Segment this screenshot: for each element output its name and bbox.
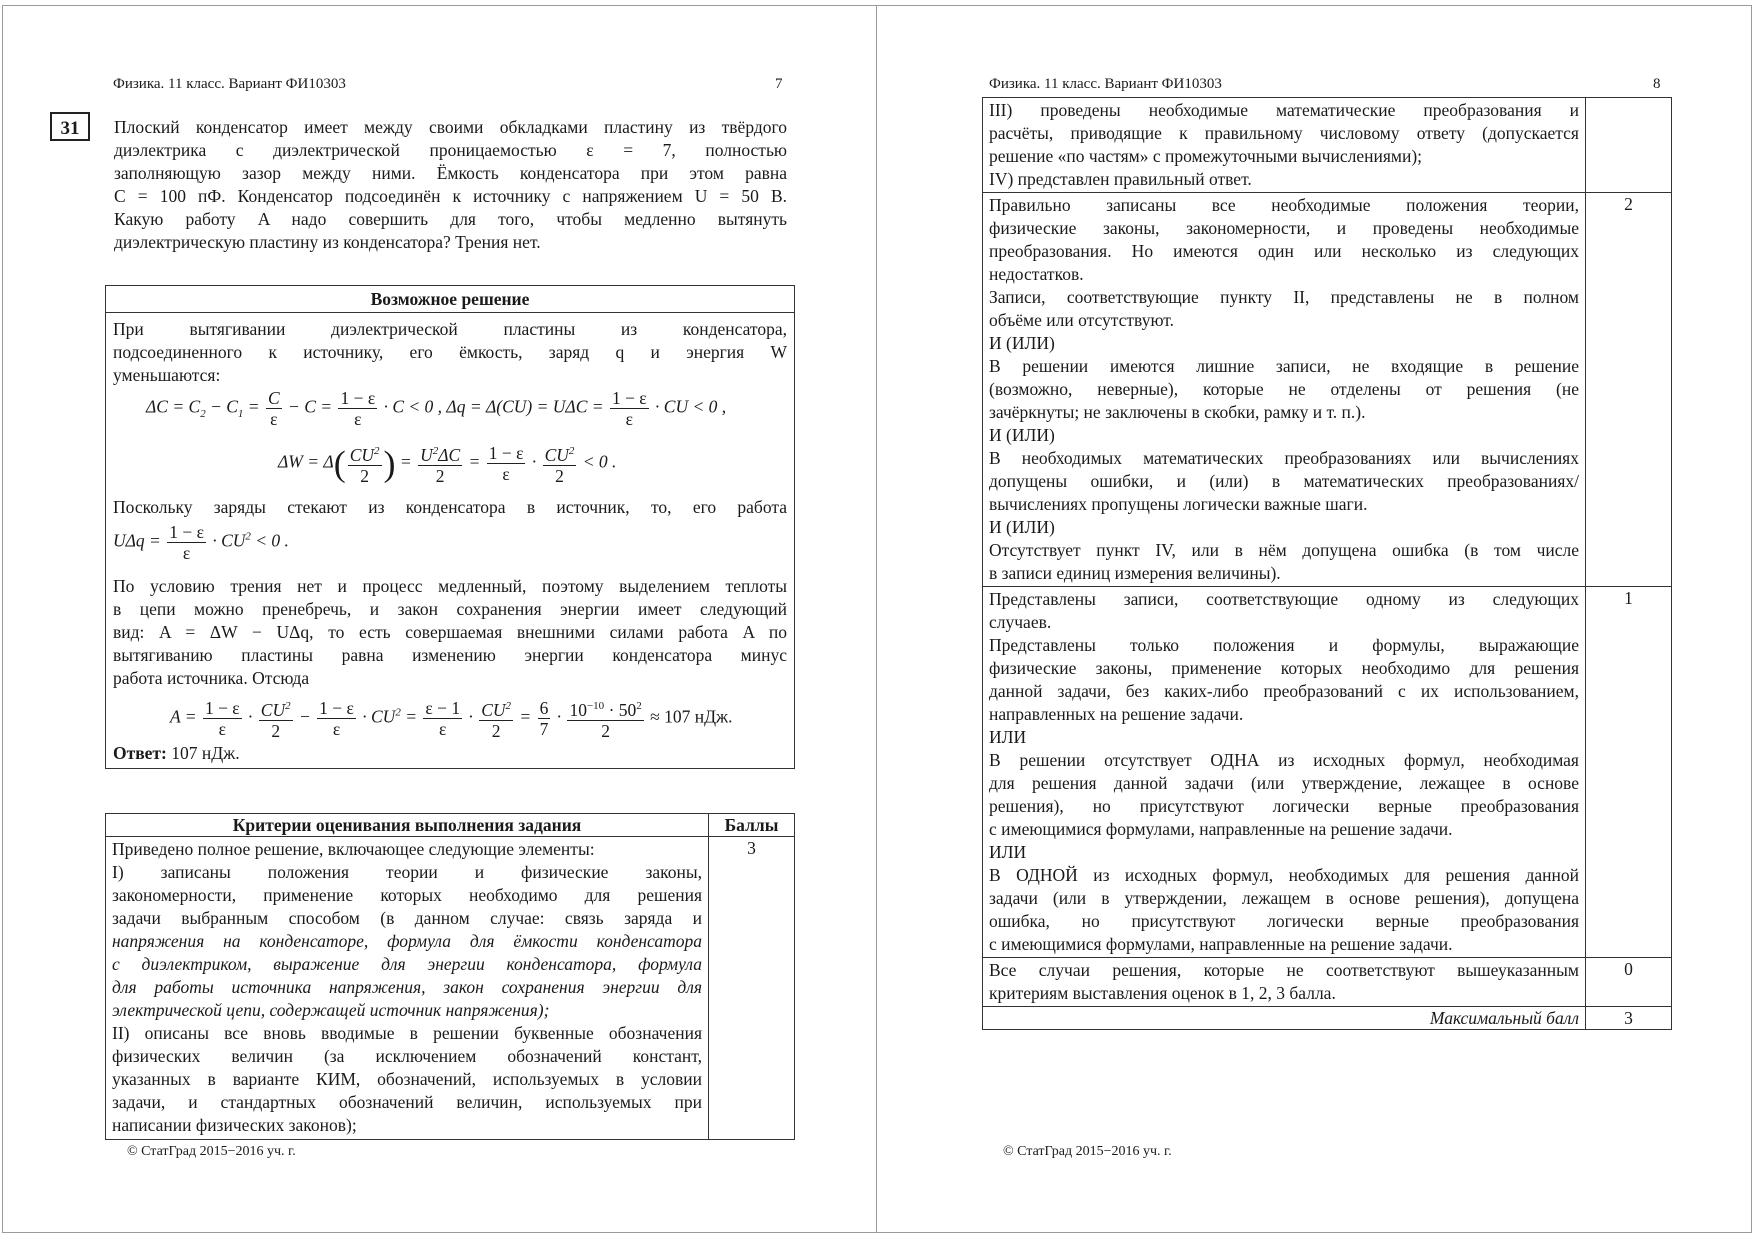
criteria-line: В решении имеются лишние записи, не входящие в решение — [989, 356, 1579, 376]
formula-delta-c: $\Delta C = C_2 - C_1$ = $\frac{C}{\varepsilon}$ − C = $\frac{1 - \varepsilon}{\varepsilon}$ · C < 0 , Δq = Δ(CU) = UΔC = $\frac{1 - \varepsilon}{\varepsilon}$ · CU < 0 , — [146, 388, 727, 429]
solution-para2 — [113, 496, 787, 519]
points-cell: 0 — [1586, 958, 1672, 1007]
criteria-line: с имеющимися формулами, направленные на решение задачи. — [989, 934, 1453, 954]
criteria-line: Представлены только положения и формулы, выражающие — [989, 635, 1579, 655]
task-line: Какую работу A надо совершить для того, чтобы медленно вытянуть — [114, 209, 787, 229]
solution-line: вид: A = ΔW − UΔq, то есть совершаемая внешними силами работа A по — [113, 622, 787, 642]
points-cell — [1586, 98, 1672, 193]
criteria-line: физические законы, применение которых необходимо для решения — [989, 658, 1579, 678]
page-header: Физика. 11 класс. Вариант ФИ10303 — [989, 76, 1222, 92]
criteria-line: направленных на решение задачи. — [989, 704, 1244, 724]
formula-work-source: UΔq = $\frac{1 - \varepsilon}{\varepsilon}$ · $CU^2 < 0$ . — [113, 522, 289, 563]
task-number: 31 — [50, 112, 90, 141]
criteria-line: Отсутствует пункт IV, или в нём допущена ошибка (в том числе — [989, 540, 1579, 560]
table-row — [983, 98, 1672, 193]
task-line: C = 100 пФ. Конденсатор подсоединён к источнику с напряжением U = 50 В. — [114, 186, 787, 206]
formula-work-total: A = $\frac{1 - \varepsilon}{\varepsilon}$ · $\frac{CU^2}{2}$ − $\frac{1 - \varepsilon}{\varepsilon}$ · $CU^2$ = $\frac{\varepsilon - 1}{\varepsilon}$ · $\frac{CU^2}{2}$ = $\frac{6}{7}$ · $\frac{10^{-10} \cdot 50^2}{2}$ ≈ 107 нДж. — [170, 697, 733, 741]
criteria-line: допущены ошибки, и (или) в математических преобразованиях/ — [989, 471, 1579, 491]
criteria-line: вычислениях пропущены логически важные шаги. — [989, 494, 1368, 514]
criteria-table — [105, 813, 795, 1140]
criteria-line: Представлены записи, соответствующие одному из следующих — [989, 589, 1579, 609]
table-row — [106, 837, 795, 1140]
table-row — [983, 958, 1672, 1007]
criteria-line: И (ИЛИ) — [989, 517, 1055, 537]
solution-line: Поскольку заряды стекают из конденсатора в источник, то, его работа — [113, 497, 787, 517]
page-left — [2, 5, 877, 1233]
points-cell: 2 — [1586, 193, 1672, 587]
page-footer: © СтатГрад 2015−2016 уч. г. — [127, 1144, 296, 1159]
criteria-line: электрической цепи, содержащей источник напряжения); — [112, 1000, 550, 1020]
criteria-line: III) проведены необходимые математические преобразования и — [989, 100, 1579, 120]
criteria-line: II) описаны все вновь вводимые в решении буквенные обозначения — [112, 1023, 702, 1043]
criteria-line: ИЛИ — [989, 842, 1027, 862]
solution-para3 — [113, 575, 787, 690]
criteria-line: Записи, соответствующие пункту II, представлены не в полном — [989, 287, 1579, 307]
solution-box — [105, 285, 795, 769]
criteria-line: случаев. — [989, 612, 1052, 632]
task-text — [114, 116, 787, 254]
criteria-header: Критерии оценивания выполнения задания — [106, 814, 709, 837]
task-line: диэлектрика с диэлектрической проницаемостью ε = 7, полностью — [114, 140, 787, 160]
criteria-line: В решении отсутствует ОДНА из исходных формул, необходимая — [989, 750, 1579, 770]
solution-line: работа источника. Отсюда — [113, 668, 310, 688]
solution-line: вытягиванию пластины равна изменению энергии конденсатора минус — [113, 645, 787, 665]
points-header: Баллы — [709, 814, 795, 837]
criteria-line: И (ИЛИ) — [989, 333, 1055, 353]
formula-delta-w: ΔW = Δ( $\frac{CU^2}{2}$ ) = $\frac{U^2\Delta C}{2}$ = $\frac{1 - \varepsilon}{\varepsilon}$ · $\frac{CU^2}{2}$ < 0 . — [278, 442, 617, 486]
solution-line: подсоединенного к источнику, его ёмкость, заряд q и энергия W — [113, 342, 787, 362]
solution-line: По условию трения нет и процесс медленный, поэтому выделением теплоты — [113, 576, 787, 596]
criteria-line: IV) представлен правильный ответ. — [989, 169, 1252, 189]
table-row — [983, 1007, 1672, 1030]
criteria-line: Приведено полное решение, включающее следующие элементы: — [112, 839, 595, 859]
criteria-line: (возможно, неверные), которые не отделены от решения (не — [989, 379, 1579, 399]
criteria-line: задачи выбранным способом (в данном случае: связь заряда и — [112, 908, 702, 928]
page-number: 8 — [1653, 76, 1661, 92]
criteria-line: ИЛИ — [989, 727, 1027, 747]
criteria-line: В необходимых математических преобразованиях или вычислениях — [989, 448, 1579, 468]
table-row — [983, 587, 1672, 958]
task-line: заполняющую зазор между ними. Ёмкость конденсатора при этом равна — [114, 163, 787, 183]
solution-line: уменьшаются: — [113, 365, 221, 385]
criteria-line: для работы источника напряжения, закон сохранения энергии для — [112, 977, 702, 997]
criteria-line: написании физических законов); — [112, 1115, 357, 1135]
answer — [113, 742, 240, 765]
solution-para1 — [113, 318, 787, 387]
criteria-line: задачи, и стандартных обозначений величин, используемых при — [112, 1092, 702, 1112]
solution-title: Возможное решение — [106, 286, 794, 313]
criteria-line: решения), но присутствуют логически верные преобразования — [989, 796, 1579, 816]
page-right — [876, 5, 1752, 1233]
criteria-line: И (ИЛИ) — [989, 425, 1055, 445]
points-cell: 1 — [1586, 587, 1672, 958]
criteria-line: задачи (или в утверждении, лежащем в основе решения), допущена — [989, 888, 1579, 908]
task-line: диэлектрическую пластину из конденсатора? Трения нет. — [114, 232, 541, 252]
page-number: 7 — [775, 76, 783, 92]
max-score-value: 3 — [1586, 1007, 1672, 1030]
page-header: Физика. 11 класс. Вариант ФИ10303 — [113, 76, 346, 92]
solution-line: При вытягивании диэлектрической пластины из конденсатора, — [113, 319, 787, 339]
answer-label: Ответ: — [113, 743, 167, 763]
max-score-label: Максимальный балл — [983, 1007, 1586, 1030]
solution-line: в цепи можно пренебречь, и закон сохранения энергии имеет следующий — [113, 599, 787, 619]
criteria-line: Все случаи решения, которые не соответствуют вышеуказанным — [989, 960, 1579, 980]
criteria-line: в записи единиц измерения величины). — [989, 563, 1281, 583]
criteria-line: физических величин (за исключением обозначений констант, — [112, 1046, 702, 1066]
criteria-line: зачёркнуты; не заключены в скобки, рамку и т. п.). — [989, 402, 1366, 422]
criteria-line: физические законы, закономерности, и проведены необходимые — [989, 218, 1579, 238]
criteria-table-continued — [982, 97, 1672, 1030]
criteria-line: недостатков. — [989, 264, 1084, 284]
page-footer: © СтатГрад 2015−2016 уч. г. — [1003, 1144, 1172, 1159]
criteria-line: В ОДНОЙ из исходных формул, необходимых для решения данной — [989, 865, 1579, 885]
criteria-line: указанных в варианте КИМ, обозначений, используемых в условии — [112, 1069, 702, 1089]
criteria-line: напряжения на конденсаторе, формула для ёмкости конденсатора — [112, 931, 702, 951]
answer-value: 107 нДж. — [171, 743, 240, 763]
criteria-line: объёме или отсутствуют. — [989, 310, 1174, 330]
criteria-line: Правильно записаны все необходимые положения теории, — [989, 195, 1579, 215]
points-cell: 3 — [709, 837, 795, 1140]
criteria-line: закономерности, применение которых необходимо для решения — [112, 885, 702, 905]
criteria-line: ошибка, но присутствуют логически верные преобразования — [989, 911, 1579, 931]
criteria-line: расчёты, приводящие к правильному числовому ответу (допускается — [989, 123, 1579, 143]
criteria-line: преобразования. Но имеются один или несколько из следующих — [989, 241, 1579, 261]
criteria-line: с имеющимися формулами, направленные на решение задачи. — [989, 819, 1453, 839]
table-row — [983, 193, 1672, 587]
criteria-line: для решения данной задачи (или утверждение, лежащее в основе — [989, 773, 1579, 793]
criteria-line: критериям выставления оценок в 1, 2, 3 балла. — [989, 983, 1336, 1003]
task-line: Плоский конденсатор имеет между своими обкладками пластину из твёрдого — [114, 117, 787, 137]
criteria-line: I) записаны положения теории и физические законы, — [112, 862, 702, 882]
criteria-line: решение «по частям» с промежуточными вычислениями); — [989, 146, 1423, 166]
criteria-line: данной задачи, без каких-либо преобразований с их использованием, — [989, 681, 1579, 701]
criteria-line: с диэлектриком, выражение для энергии конденсатора, формула — [112, 954, 702, 974]
